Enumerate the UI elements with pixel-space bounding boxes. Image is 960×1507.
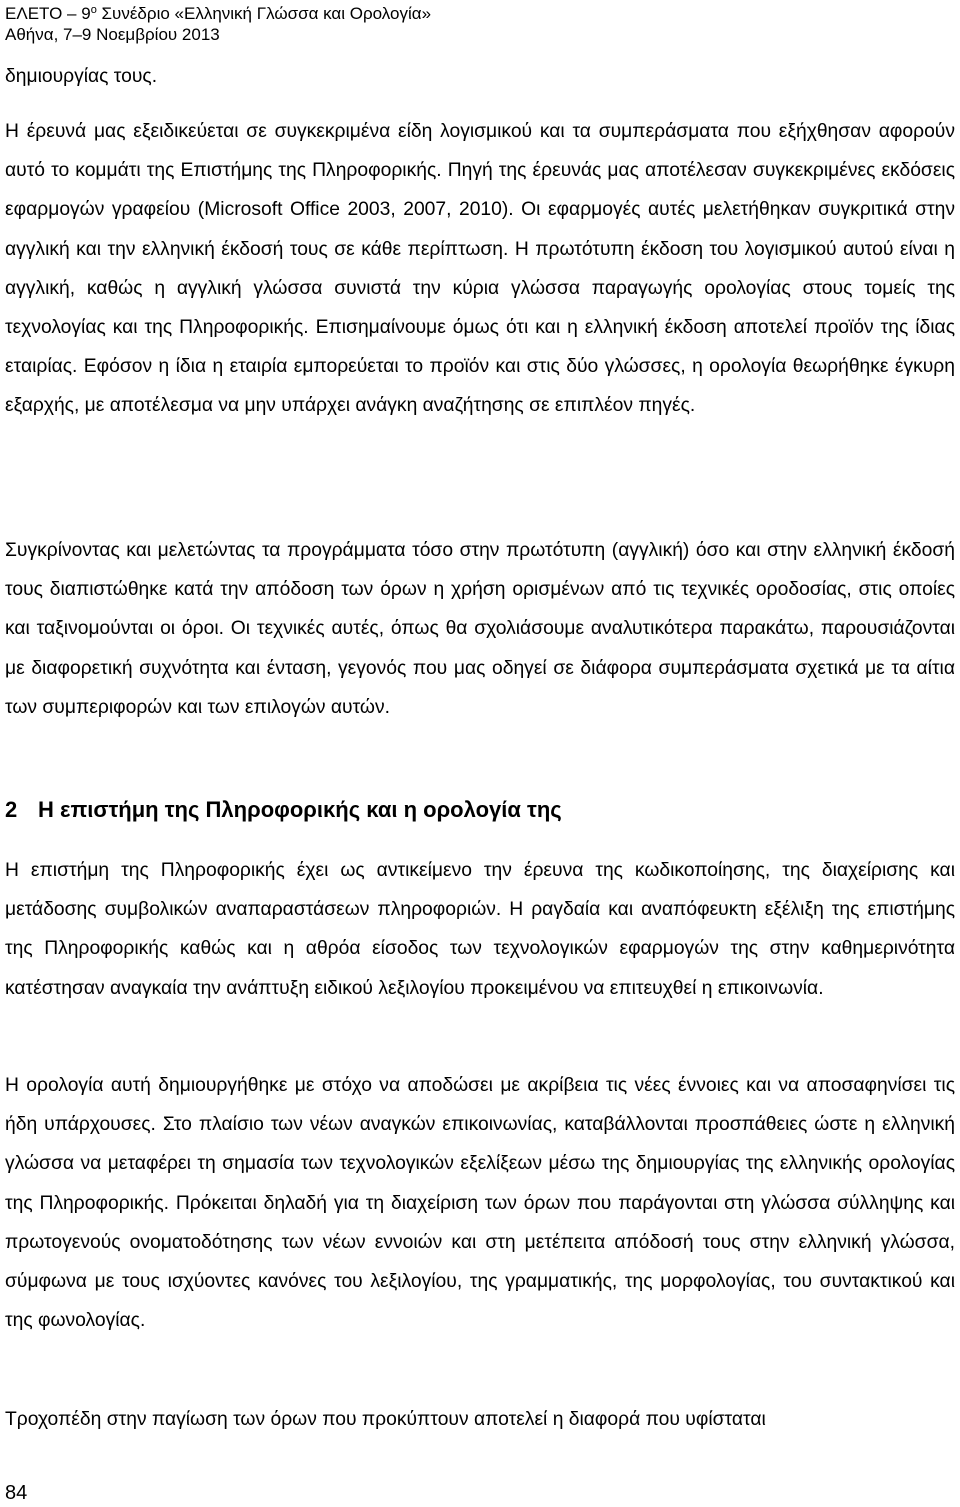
page-number: 84: [5, 1482, 28, 1504]
running-header: [5, 3, 431, 45]
paragraph-continuation: δημιουργίας τους.: [5, 66, 158, 87]
paragraph-obstacle: Τροχοπέδη στην παγίωση των όρων που προκύπτουν αποτελεί η διαφορά που υφίσταται: [5, 1409, 766, 1430]
paragraph-research-scope: Η έρευνά μας εξειδικεύεται σε συγκεκριμένα είδη λογισμικού και τα συμπεράσματα που εξήχθησαν αφορούν αυτό το κομμάτι της Επιστήμης της Πληροφορικής. Πηγή της έρευνάς μας αποτέλεσαν συγκεκριμένες εκδόσεις εφαρμογών γραφείου (Microsoft Office 2003, 2007, 2010). Οι εφαρμογές αυτές μελετήθηκαν συγκριτικά στην αγγλική και την ελληνική έκδοσή τους σε κάθε περίπτωση. Η πρωτότυπη έκδοση του λογισμικού αυτού είναι η αγγλική, καθώς η αγγλική γλώσσα συνιστά την κύρια γλώσσα παραγωγής ορολογίας στους τομείς της τεχνολογίας και της Πληροφορικής. Επισημαίνουμε όμως ότι και η ελληνική έκδοση αποτελεί προϊόν της ίδιας εταιρίας. Εφόσον η ίδια η εταιρία εμπορεύεται το προϊόν και στις δύο γλώσσες, η ορολογία θεωρήθηκε έγκυρη εξαρχής, με αποτέλεσμα να μην υπάρχει ανάγκη αναζήτησης σε επιπλέον πηγές.: [5, 121, 955, 417]
paragraph-comparison: Συγκρίνοντας και μελετώντας τα προγράμματα τόσο στην πρωτότυπη (αγγλική) όσο και στην ελληνική έκδοσή τους διαπιστώθηκε κατά την απόδοση των όρων η χρήση ορισμένων από τις τεχνικές οροδοσίας, στις οποίες και ταξινομούνται οι όροι. Οι τεχνικές αυτές, όπως θα σχολιάσουμε αναλυτικότερα παρακάτω, παρουσιάζονται με διαφορετική συχνότητα και ένταση, γεγονός που μας οδηγεί σε διάφορα συμπεράσματα σχετικά με τα αίτια των συμπεριφορών και των επιλογών αυτών.: [5, 540, 955, 718]
ordinal-superscript: ο: [90, 4, 97, 16]
paragraph-informatics-science: Η επιστήμη της Πληροφορικής έχει ως αντικείμενο την έρευνα της κωδικοποίησης, της διαχείρισης και μετάδοσης συμβολικών αναπαραστάσεων πληροφοριών. Η ραγδαία και αναπόφευκτη εξέλιξη της επιστήμης της Πληροφορικής καθώς και η αθρόα είσοδος των τεχνολογικών εφαρμογών της στην καθημερινότητα κατέστησαν αναγκαία την ανάπτυξη ειδικού λεξιλογίου προκειμένου να επιτευχθεί η επικοινωνία.: [5, 860, 955, 999]
section-heading: [5, 795, 562, 825]
conference-title-part-1: ΕΛΕΤΟ – 9: [5, 4, 91, 23]
section-title: Η επιστήμη της Πληροφορικής και η ορολογία της: [38, 797, 562, 822]
paragraph-terminology-purpose: Η ορολογία αυτή δημιουργήθηκε με στόχο να αποδώσει με ακρίβεια τις νέες έννοιες και να αποσαφηνίσει τις ήδη υπάρχουσες. Στο πλαίσιο των νέων αναγκών επικοινωνίας, καταβάλλονται προσπάθειες ώστε η ελληνική γλώσσα να μεταφέρει τη σημασία των τεχνολογικών εξελίξεων μέσω της δημιουργίας της ελληνικής ορολογίας της Πληροφορικής. Πρόκειται δηλαδή για τη διαχείριση των όρων που παράγονται στη γλώσσα σύλληψης και πρωτογενούς ονοματοδότησης των νέων εννοιών και στη μετέπειτα απόδοσή τους στην ελληνική γλώσσα, σύμφωνα με τους ισχύοντες κανόνες του λεξιλογίου, της γραμματικής, της μορφολογίας, του συντακτικού και της φωνολογίας.: [5, 1075, 955, 1332]
section-number: 2: [5, 797, 18, 822]
conference-place-date: Αθήνα, 7–9 Νοεμβρίου 2013: [5, 25, 220, 44]
conference-title: [5, 3, 431, 24]
conference-title-part-2: Συνέδριο «Ελληνική Γλώσσα και Ορολογία»: [96, 4, 432, 23]
